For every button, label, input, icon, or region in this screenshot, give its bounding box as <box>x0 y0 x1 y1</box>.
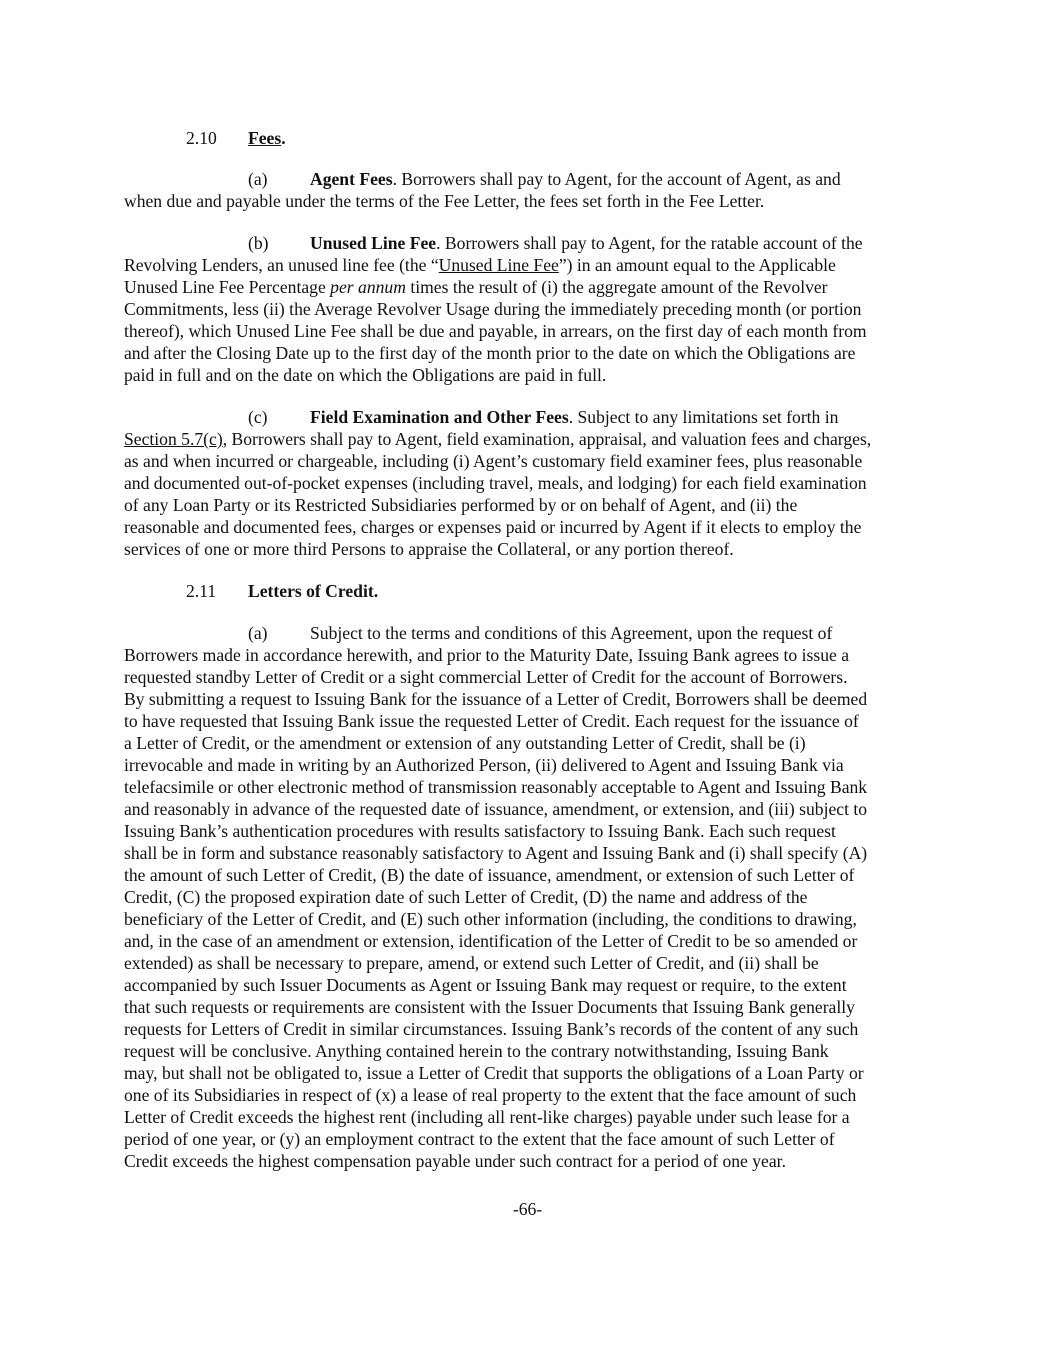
paragraph-b-line-5: thereof), which Unused Line Fee shall be due and payable, in arrears, on the first day of each month from <box>124 321 867 341</box>
lc-paragraph-a-line: one of its Subsidiaries in respect of (x) a lease of real property to the extent that the face amount of such <box>124 1085 857 1105</box>
paragraph-b-line-3: Unused Line Fee Percentage per annum times the result of (i) the aggregate amount of the Revolver <box>124 277 828 297</box>
lc-paragraph-a-line: beneficiary of the Letter of Credit, and (E) such other information (including, the conditions to drawing, <box>124 909 857 929</box>
paragraph-c-line-3: as and when incurred or chargeable, including (i) Agent’s customary field examiner fees, plus reasonable <box>124 451 863 471</box>
section-number: 2.10 <box>186 128 217 148</box>
lc-paragraph-a-line: By submitting a request to Issuing Bank for the issuance of a Letter of Credit, Borrowers shall be deemed <box>124 689 868 709</box>
lc-paragraph-a-line: request will be conclusive. Anything contained herein to the contrary notwithstanding, Issuing Bank <box>124 1041 829 1061</box>
lc-paragraph-a-line: accompanied by such Issuer Documents as Agent or Issuing Bank may request or require, to the extent <box>124 975 847 995</box>
paragraph-heading: Agent Fees <box>310 169 393 189</box>
lc-paragraph-a-line: and, in the case of an amendment or extension, identification of the Letter of Credit to be so amended or <box>124 931 858 951</box>
lc-paragraph-a-line: telefacsimile or other electronic method of transmission reasonably acceptable to Agent and Issuing Bank <box>124 777 868 797</box>
section-title-period: . <box>281 128 286 148</box>
paragraph-heading: Field Examination and Other Fees <box>310 407 569 427</box>
lc-paragraph-a-line: requested standby Letter of Credit or a sight commercial Letter of Credit for the account of Borrowers. <box>124 667 848 687</box>
lc-paragraph-a-line: Credit exceeds the highest compensation payable under such contract for a period of one year. <box>124 1151 786 1171</box>
lc-paragraph-a-line: extended) as shall be necessary to prepare, amend, or extend such Letter of Credit, and (ii) shall be <box>124 953 819 973</box>
lc-paragraph-a-line: shall be in form and substance reasonably satisfactory to Agent and Issuing Bank and (i) shall specify (A) <box>124 843 868 863</box>
defined-term: Unused Line Fee <box>438 255 559 275</box>
lc-paragraph-a-line: may, but shall not be obligated to, issue a Letter of Credit that supports the obligations of a Loan Party or <box>124 1063 864 1083</box>
paragraph-marker: (b) <box>248 233 269 253</box>
paragraph-c-line-4: and documented out-of-pocket expenses (including travel, meals, and lodging) for each field examination <box>124 473 867 493</box>
section-number: 2.11 <box>186 581 217 601</box>
section-reference: Section 5.7(c) <box>124 429 223 449</box>
paragraph-b-line-4: Commitments, less (ii) the Average Revolver Usage during the immediately preceding month (or portion <box>124 299 862 319</box>
section-2-11-heading <box>186 580 379 602</box>
paragraph-marker: (c) <box>248 407 268 427</box>
paragraph-heading: Unused Line Fee <box>310 233 437 253</box>
paragraph-marker: (a) <box>248 169 268 189</box>
paragraph-b-line-2: Revolving Lenders, an unused line fee (the “Unused Line Fee”) in an amount equal to the Applicable <box>124 255 836 275</box>
paragraph-a-line-2: when due and payable under the terms of the Fee Letter, the fees set forth in the Fee Letter. <box>124 191 765 211</box>
lc-paragraph-a-line: period of one year, or (y) an employment contract to the extent that the face amount of such Letter of <box>124 1129 835 1149</box>
lc-paragraph-a-line: Borrowers made in accordance herewith, and prior to the Maturity Date, Issuing Bank agrees to issue a <box>124 645 850 665</box>
paragraph-c-line-5: of any Loan Party or its Restricted Subsidiaries performed by or on behalf of Agent, and (ii) the <box>124 495 798 515</box>
lc-paragraph-a-line: requests for Letters of Credit in similar circumstances. Issuing Bank’s records of the content of any such <box>124 1019 859 1039</box>
section-title: Fees <box>248 128 282 148</box>
lc-paragraph-a-line: a Letter of Credit, or the amendment or extension of any outstanding Letter of Credit, shall be (i) <box>124 733 806 753</box>
lc-paragraph-a-line: to have requested that Issuing Bank issue the requested Letter of Credit. Each request for the issuance of <box>124 711 859 731</box>
paragraph-b-line-6: and after the Closing Date up to the first day of the month prior to the date on which the Obligations are <box>124 343 856 363</box>
lc-paragraph-a-line: Issuing Bank’s authentication procedures with results satisfactory to Issuing Bank. Each such request <box>124 821 836 841</box>
lc-paragraph-a-line: irrevocable and made in writing by an Authorized Person, (ii) delivered to Agent and Issuing Bank via <box>124 755 844 775</box>
lc-paragraph-a-line: Letter of Credit exceeds the highest rent (including all rent-like charges) payable under such lease for a <box>124 1107 850 1127</box>
section-title: Letters of Credit. <box>248 581 379 601</box>
lc-paragraph-a-line: the amount of such Letter of Credit, (B) the date of issuance, amendment, or extension of such Letter of <box>124 865 855 885</box>
paragraph-marker: (a) <box>248 623 268 643</box>
section-2-10-heading <box>186 127 286 149</box>
paragraph-c-line-7: services of one or more third Persons to appraise the Collateral, or any portion thereof. <box>124 539 734 559</box>
page-number: -66- <box>512 1199 543 1219</box>
paragraph-c-line-2: Section 5.7(c), Borrowers shall pay to Agent, field examination, appraisal, and valuation fees and charges, <box>124 429 872 449</box>
document-page: 2.10 Fees. (a) Agent Fees. Borrowers shall pay to Agent, for the account of Agent, as and when due and payable under the terms of the Fee Letter, the fees set forth in the Fee Letter. (b) Unused Line Fee. Borrowers shall pay to Agent, for the ratable account of the Revolving Lenders, an unused line fee (the “Unused Line Fee”) in an amount equal to the Applicable Unused Line Fee Percentage per annum times the result of (i) the aggregate amount of the Revolver Commitments, less (ii) the Average Revolver Usage during the immediately preceding month (or portion thereof), which Unused Line Fee shall be due and payable, in arrears, on the first day of each month from and after the Closing Date up to the first day of the month prior to the date on which the Obligations are paid in full and on the date on which the Obligations are paid in full. (c) Field Examination and Other Fees. Subject to any limitations set forth in Section 5.7(c), Borrowers shall pay to Agent, field examination, appraisal, and valuation fees and charges, as and when incurred or chargeable, including (i) Agent’s customary field examiner fees, plus reasonable and documented out-of-pocket expenses (including travel, meals, and lodging) for each field examination of any Loan Party or its Restricted Subsidiaries performed by or on behalf of Agent, and (ii) the reasonable and documented fees, charges or expenses paid or incurred by Agent if it elects to employ the services of one or more third Persons to appraise the Collateral, or any portion thereof. 2.11 Letters of Credit. (a) Subject to the terms and conditions of this Agreement, upon the request of Borrowers made in accordance herewith, and prior to the Maturity Date, Issuing Bank agrees to issue a requested standby Letter of Credit or a sight commercial Letter of Credit for the account of Borrowers. By submitting a request to Issuing Bank for the issuance of a Letter of Credit, Borrowers shall be deemed to have requested that Issuing Bank issue the requested Letter of Credit. Each request for the issuance of a Letter of Credit, or the amendment or extension of any outstanding Letter of Credit, shall be (i) irrevocable and made in writing by an Authorized Person, (ii) delivered to Agent and Issuing Bank via telefacsimile or other electronic method of transmission reasonably acceptable to Agent and Issuing Bank and reasonably in advance of the requested date of issuance, amendment, or extension, and (iii) subject to Issuing Bank’s authentication procedures with results satisfactory to Issuing Bank. Each such request shall be in form and substance reasonably satisfactory to Agent and Issuing Bank and (i) shall specify (A) the amount of such Letter of Credit, (B) the date of issuance, amendment, or extension of such Letter of Credit, (C) the proposed expiration date of such Letter of Credit, (D) the name and address of the beneficiary of the Letter of Credit, and (E) such other information (including, the conditions to drawing, and, in the case of an amendment or extension, identification of the Letter of Credit to be so amended or extended) as shall be necessary to prepare, amend, or extend such Letter of Credit, and (ii) shall be accompanied by such Issuer Documents as Agent or Issuing Bank may request or require, to the extent that such requests or requirements are consistent with the Issuer Documents that Issuing Bank generally requests for Letters of Credit in similar circumstances. Issuing Bank’s records of the content of any such request will be conclusive. Anything contained herein to the contrary notwithstanding, Issuing Bank may, but shall not be obligated to, issue a Letter of Credit that supports the obligations of a Loan Party or one of its Subsidiaries in respect of (x) a lease of real property to the extent that the face amount of such Letter of Credit exceeds the highest rent (including all rent-like charges) payable under such lease for a period of one year, or (y) an employment contract to the extent that the face amount of such Letter of Credit exceeds the highest compensation payable under such contract for a period of one year. -66- <box>0 0 1055 1365</box>
paragraph-b-line-7: paid in full and on the date on which the Obligations are paid in full. <box>124 365 607 385</box>
lc-paragraph-a-line: and reasonably in advance of the requested date of issuance, amendment, or extension, and (iii) subject to <box>124 799 868 819</box>
lc-paragraph-a-line: Credit, (C) the proposed expiration date of such Letter of Credit, (D) the name and address of the <box>124 887 808 907</box>
lc-paragraph-a-line: that such requests or requirements are consistent with the Issuer Documents that Issuing Bank generally <box>124 997 855 1017</box>
paragraph-c-line-6: reasonable and documented fees, charges or expenses paid or incurred by Agent if it elects to employ the <box>124 517 862 537</box>
